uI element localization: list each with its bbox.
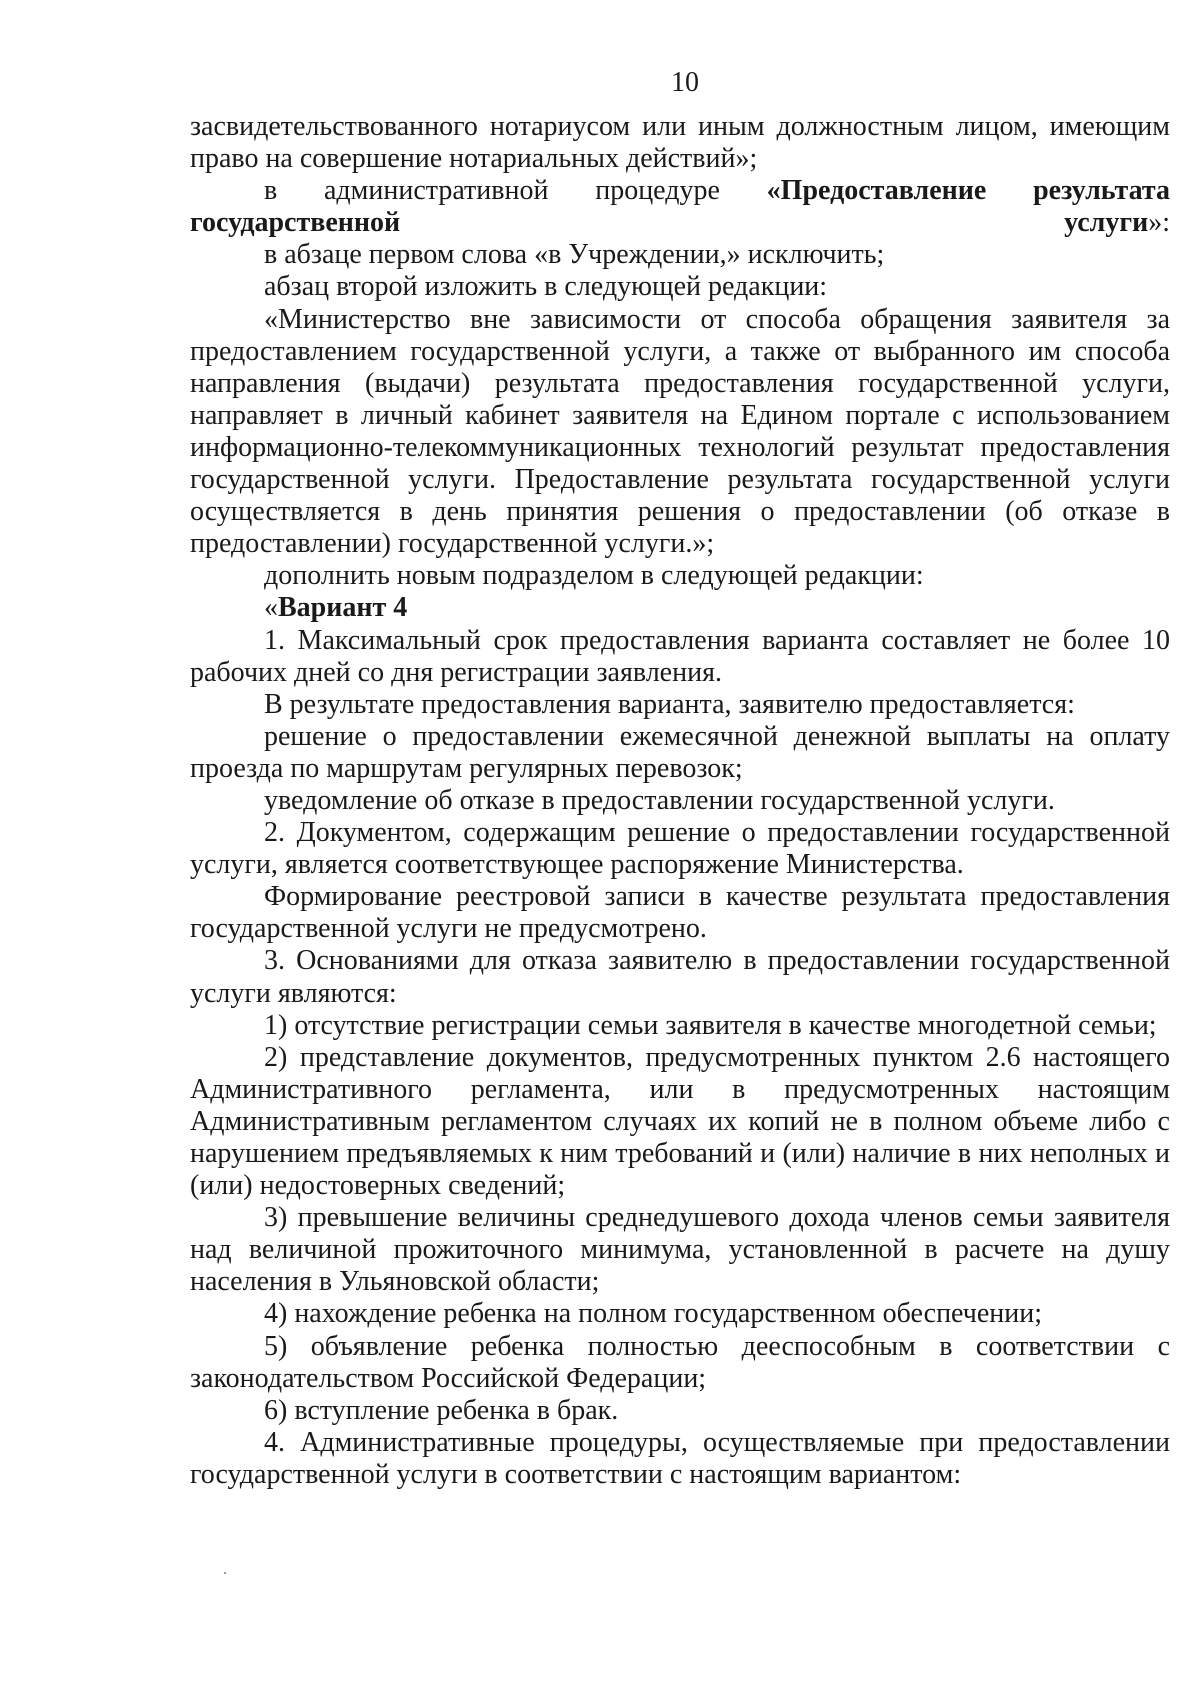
paragraph: 4. Административные процедуры, осуществляемые при предоставлении государственной услуги в соответствии с настоящим вариантом:	[190, 1426, 1170, 1490]
paragraph: Формирование реестровой записи в качестве результата предоставления государственной услуги не предусмотрено.	[190, 881, 1170, 945]
scan-speck	[224, 1572, 226, 1574]
list-item: 5) объявление ребенка полностью дееспособным в соответствии с законодательством Российской Федерации;	[190, 1330, 1170, 1394]
document-body	[190, 111, 1170, 1491]
paragraph: дополнить новым подразделом в следующей редакции:	[264, 560, 924, 592]
paragraph: уведомление об отказе в предоставлении государственной услуги.	[264, 784, 1055, 816]
paragraph: решение о предоставлении ежемесячной денежной выплаты на оплату проезда по маршрутам регулярных перевозок;	[190, 720, 1170, 784]
page-number: 10	[671, 67, 699, 98]
list-item: 3) превышение величины среднедушевого дохода членов семьи заявителя над величиной прожиточного минимума, установленной в расчете на душу населения в Ульяновской области;	[190, 1202, 1170, 1298]
paragraph-variant-heading: «Вариант 4	[264, 592, 408, 624]
list-item: 2) представление документов, предусмотренных пунктом 2.6 настоящего Административного регламента, или в предусмотренных настоящим Административным регламентом случаях их копий не в полном объеме либо с нарушением предъявляемых к ним требований и (или) наличие в них неполных и (или) недостоверных сведений;	[190, 1041, 1170, 1202]
paragraph: 2. Документом, содержащим решение о предоставлении государственной услуги, является соответствующее распоряжение Министерства.	[190, 817, 1170, 881]
list-item: 1) отсутствие регистрации семьи заявителя в качестве многодетной семьи;	[264, 1009, 1157, 1041]
paragraph: 1. Максимальный срок предоставления варианта составляет не более 10 рабочих дней со дня регистрации заявления.	[190, 624, 1170, 688]
paragraph: 3. Основаниями для отказа заявителю в предоставлении государственной услуги являются:	[190, 945, 1170, 1009]
paragraph: В результате предоставления варианта, заявителю предоставляется:	[264, 688, 1075, 720]
variant-title: Вариант 4	[278, 592, 408, 624]
paragraph: в абзаце первом слова «в Учреждении,» исключить;	[264, 239, 885, 271]
list-item: 4) нахождение ребенка на полном государственном обеспечении;	[264, 1298, 1043, 1330]
list-item: 6) вступление ребенка в брак.	[264, 1394, 619, 1426]
paragraph: «Министерство вне зависимости от способа обращения заявителя за предоставлением государственной услуги, а также от выбранного им способа направления (выдачи) результата предоставления государственной услуги, направляет в личный кабинет заявителя на Едином портале с использованием информационно-телекоммуникационных технологий результат предоставления государственной услуги. Предоставление результата государственной услуги осуществляется в день принятия решения о предоставлении (об отказе в предоставлении) государственной услуги.»;	[190, 303, 1170, 560]
paragraph: абзац второй изложить в следующей редакции:	[264, 271, 828, 303]
procedure-title: «Предоставление результата государственной услуги	[190, 175, 1170, 239]
paragraph-procedure-heading: в административной процедуре «Предоставление результата государственной услуги»:	[190, 175, 1170, 239]
paragraph: засвидетельствованного нотариусом или иным должностным лицом, имеющим право на совершение нотариальных действий»;	[190, 111, 1170, 175]
